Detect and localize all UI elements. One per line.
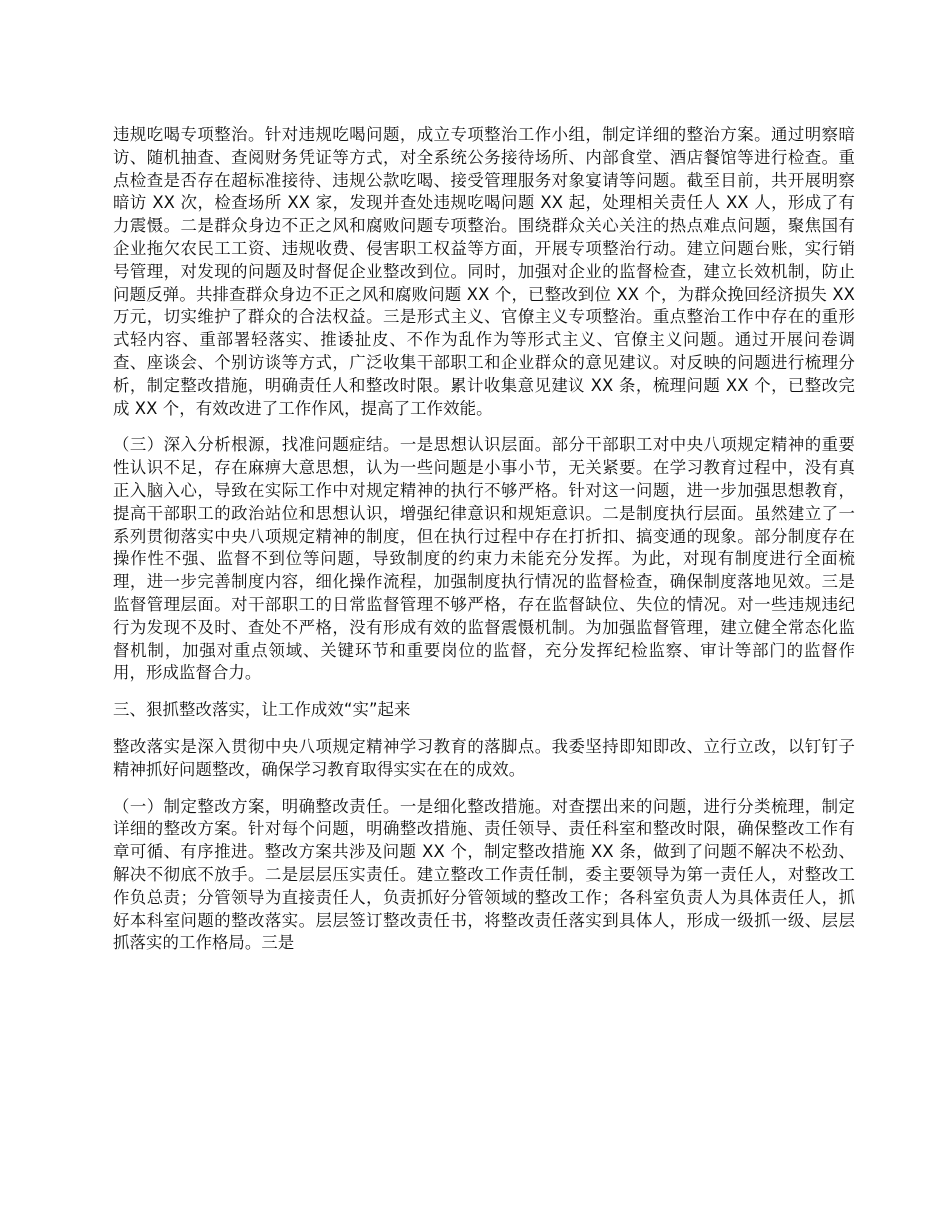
paragraph-special-rectification: 违规吃喝专项整治。针对违规吃喝问题，成立专项整治工作小组，制定详细的整治方案。通过明察暗访、随机抽查、查阅财务凭证等方式，对全系统公务接待场所、内部食堂、酒店餐馆等进行检查。重点检查是否存在超标准接待、违规公款吃喝、接受管理服务对象宴请等问题。截至目前，共开展明察暗访 XX 次，检查场所 XX 家，发现并查处违规吃喝问题 XX 起，处理相关责任人 XX 人，形成了有力震慑。二是群众身边不正之风和腐败问题专项整治。围绕群众关心关注的热点难点问题，聚焦国有企业拖欠农民工工资、违规收费、侵害职工权益等方面，开展专项整治行动。建立问题台账，实行销号管理，对发现的问题及时督促企业整改到位。同时，加强对企业的监督检查，建立长效机制，防止问题反弹。共排查群众身边不正之风和腐败问题 XX 个，已整改到位 XX 个，为群众挽回经济损失 XX 万元，切实维护了群众的合法权益。三是形式主义、官僚主义专项整治。重点整治工作中存在的重形式轻内容、重部署轻落实、推诿扯皮、不作为乱作为等形式主义、官僚主义问题。通过开展问卷调查、座谈会、个别访谈等方式，广泛收集干部职工和企业群众的意见建议。对反映的问题进行梳理分析，制定整改措施，明确责任人和整改时限。累计收集意见建议 XX 条，梳理问题 XX 个，已整改完成 XX 个，有效改进了工作作风，提高了工作效能。 (113, 125, 855, 418)
paragraph-root-cause-analysis: （三）深入分析根源，找准问题症结。一是思想认识层面。部分干部职工对中央八项规定精神的重要性认识不足，存在麻痹大意思想，认为一些问题是小事小节，无关紧要。在学习教育过程中，没有真正入脑入心，导致在实际工作中对规定精神的执行不够严格。针对这一问题，进一步加强思想教育，提高干部职工的政治站位和思想认识，增强纪律意识和规矩意识。二是制度执行层面。虽然建立了一系列贯彻落实中央八项规定精神的制度，但在执行过程中存在打折扣、搞变通的现象。部分制度存在操作性不强、监督不到位等问题，导致制度的约束力未能充分发挥。为此，对现有制度进行全面梳理，进一步完善制度内容，细化操作流程，加强制度执行情况的监督检查，确保制度落地见效。三是监督管理层面。对干部职工的日常监督管理不够严格，存在监督缺位、失位的情况。对一些违规违纪行为发现不及时、查处不严格，没有形成有效的监督震慑机制。为加强监督管理，建立健全常态化监督机制，加强对重点领域、关键环节和重要岗位的监督，充分发挥纪检监察、审计等部门的监督作用，形成监督合力。 (113, 435, 855, 683)
paragraph-rectification-plan: （一）制定整改方案，明确整改责任。一是细化整改措施。对查摆出来的问题，进行分类梳理，制定详细的整改方案。针对每个问题，明确整改措施、责任领导、责任科室和整改时限，确保整改工作有章可循、有序推进。整改方案共涉及问题 XX 个，制定整改措施 XX 条，做到了问题不解决不松劲、解决不彻底不放手。二是层层压实责任。建立整改工作责任制，委主要领导为第一责任人，对整改工作负总责；分管领导为直接责任人，负责抓好分管领域的整改工作；各科室负责人为具体责任人，抓好本科室问题的整改落实。层层签订整改责任书，将整改责任落实到具体人，形成一级抓一级、层层抓落实的工作格局。三是 (113, 796, 855, 953)
document-page (113, 124, 855, 969)
section-heading-rectification: 三、狠抓整改落实，让工作成效“实”起来 (113, 700, 411, 720)
paragraph-rectification-intro: 整改落实是深入贯彻中央八项规定精神学习教育的落脚点。我委坚持即知即改、立行立改，以钉钉子精神抓好问题整改，确保学习教育取得实实在在的成效。 (113, 736, 855, 779)
